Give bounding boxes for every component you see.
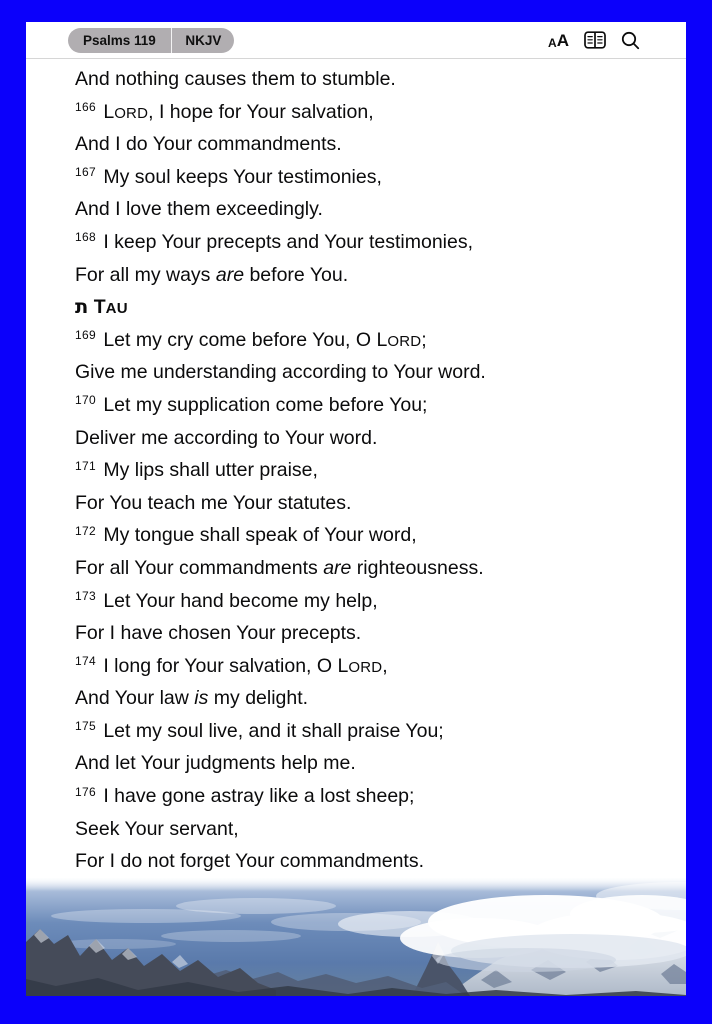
- verse-line[interactable]: Seek Your servant,: [75, 817, 239, 840]
- verse-line[interactable]: $^{167}$ My soul keeps Your testimonies,: [75, 165, 382, 188]
- search-icon[interactable]: [621, 31, 640, 50]
- verse-line[interactable]: Deliver me according to Your word.: [75, 426, 378, 449]
- verse-line[interactable]: $^{176}$ I have gone astray like a lost sheep;: [75, 784, 415, 808]
- verse-line[interactable]: Give me understanding according to Your word.: [75, 361, 486, 384]
- verse-line[interactable]: $^{168}$ I keep Your precepts and Your testimonies,: [75, 230, 474, 253]
- verse-line[interactable]: $^{172}$ My tongue shall speak of Your word,: [75, 523, 417, 547]
- verse-line[interactable]: And nothing causes them to stumble.: [75, 68, 396, 90]
- verse-line[interactable]: And Your law is my delight.: [75, 687, 309, 710]
- verse-line[interactable]: And I do Your commandments.: [75, 133, 342, 156]
- verse-line[interactable]: For I do not forget Your commandments.: [75, 850, 425, 873]
- verse-line[interactable]: And I love them exceedingly.: [75, 198, 323, 221]
- verse-line[interactable]: For I have chosen Your precepts.: [75, 622, 362, 645]
- verse-line[interactable]: For all my ways are before You.: [75, 263, 349, 286]
- verse-line[interactable]: For all Your commandments are righteousness.: [75, 556, 484, 579]
- verse-line[interactable]: $^{170}$ Let my supplication come before You;: [75, 393, 428, 416]
- chapter-footer-image: [26, 878, 686, 996]
- verse-line[interactable]: And let Your judgments help me.: [75, 752, 356, 775]
- verse-line[interactable]: For You teach me Your statutes.: [75, 491, 352, 514]
- chapter-reference-button[interactable]: Psalms 119: [83, 32, 156, 48]
- app-screen: [26, 22, 686, 996]
- verse-line[interactable]: $^{169}$ Let my cry come before You, O LORD;: [75, 328, 427, 351]
- section-heading: ת TAU: [75, 295, 128, 319]
- chapter-picker: [68, 28, 234, 53]
- verse-line[interactable]: $^{173}$ Let Your hand become my help,: [75, 589, 378, 612]
- verse-line[interactable]: $^{166}$ LORD, I hope for Your salvation,: [75, 100, 374, 123]
- verse-line[interactable]: $^{175}$ Let my soul live, and it shall praise You;: [75, 719, 444, 742]
- top-toolbar: [26, 22, 686, 59]
- toolbar-icons: [548, 31, 686, 50]
- book-icon[interactable]: [584, 31, 606, 49]
- verse-line[interactable]: $^{174}$ I long for Your salvation, O LORD,: [75, 654, 388, 677]
- passage-lines: [26, 59, 686, 878]
- text-size-icon[interactable]: A A: [548, 30, 569, 50]
- translation-button[interactable]: NKJV: [185, 32, 222, 48]
- verse-line[interactable]: $^{171}$ My lips shall utter praise,: [75, 458, 318, 482]
